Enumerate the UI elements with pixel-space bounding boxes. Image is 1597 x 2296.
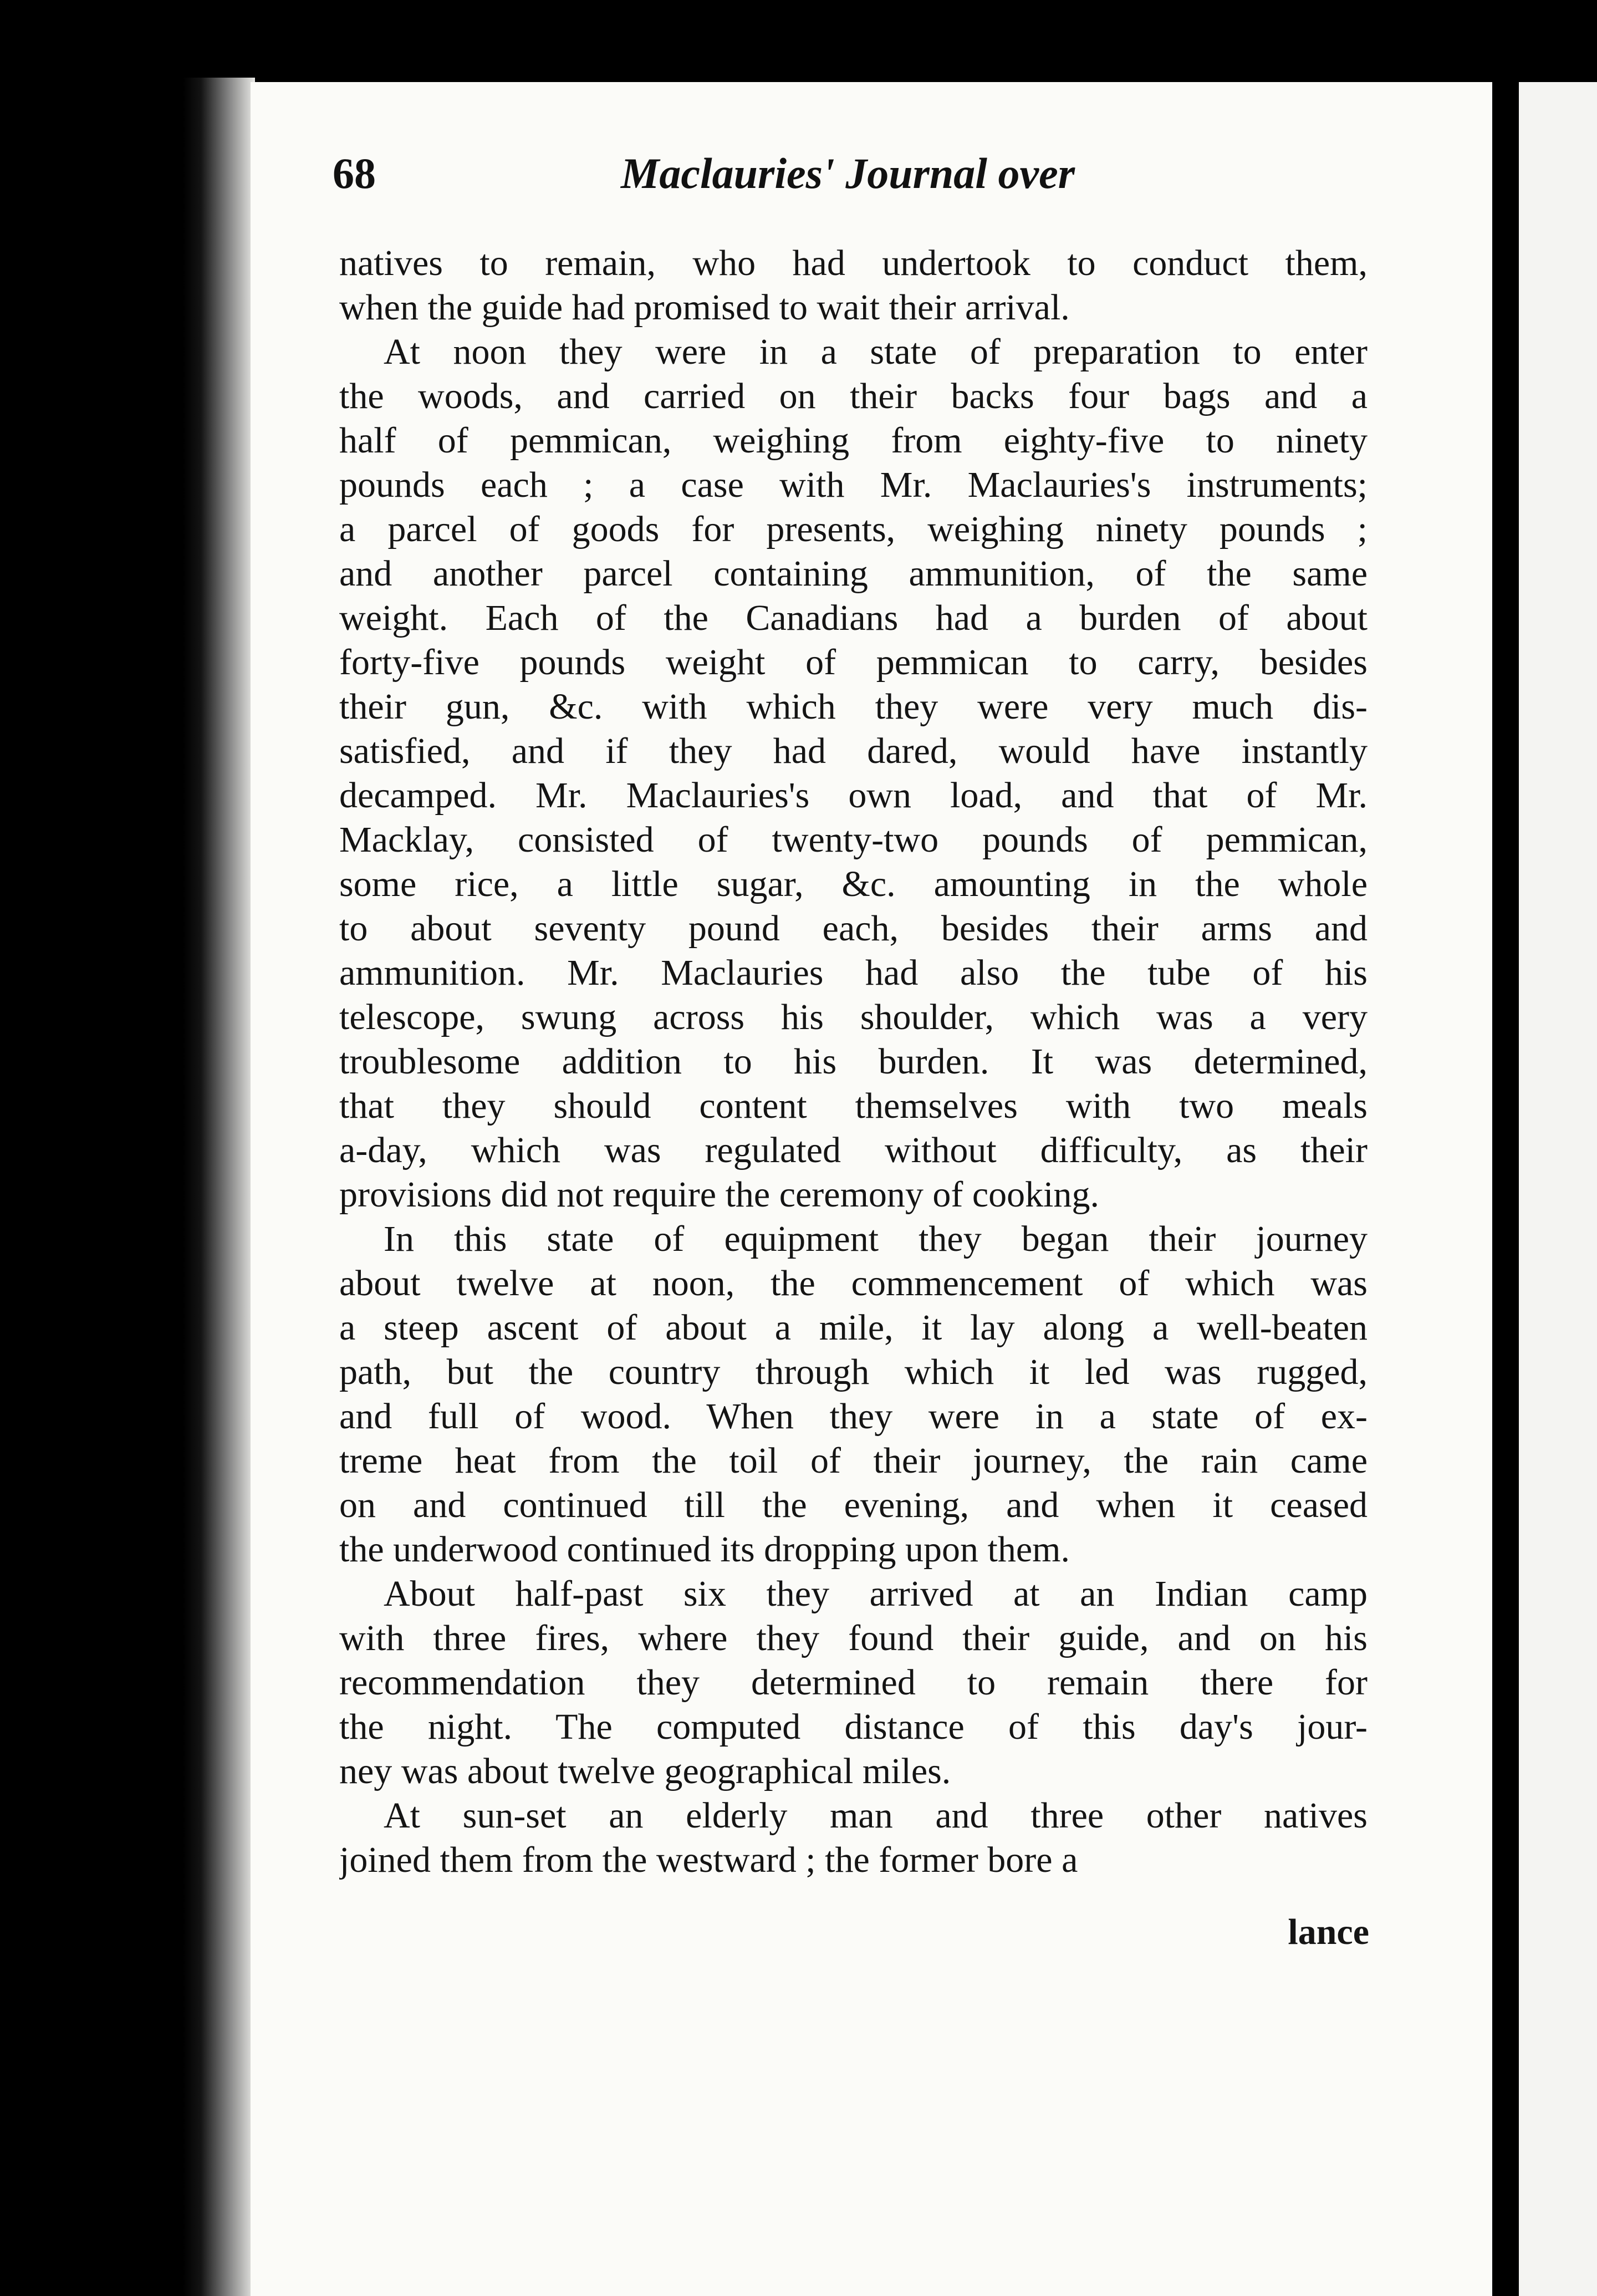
text-line: joined them from the westward ; the former bore a (339, 1840, 1078, 1880)
page-edge-shadow (1492, 82, 1519, 2296)
text-line: satisfied, and if they had dared, would have instantly (339, 731, 1368, 771)
catchword: lance (1288, 1912, 1369, 1952)
paragraph (339, 241, 1368, 330)
text-line: that they should content themselves with two meals (339, 1086, 1368, 1126)
text-line: to about seventy pound each, besides their arms and (339, 908, 1368, 949)
text-line: half of pemmican, weighing from eighty-five to ninety (339, 420, 1368, 461)
paragraph (339, 1217, 1368, 1572)
text-line: a-day, which was regulated without difficulty, as their (339, 1130, 1368, 1170)
text-line: some rice, a little sugar, &c. amounting in the whole (339, 864, 1368, 904)
text-line: the underwood continued its dropping upon them. (339, 1529, 1070, 1570)
text-line: and another parcel containing ammunition, of the same (339, 553, 1368, 594)
text-line: a steep ascent of about a mile, it lay along a well-beaten (339, 1307, 1368, 1348)
text-line: At sun-set an elderly man and three other natives (384, 1795, 1368, 1836)
text-line: their gun, &c. with which they were very much dis- (339, 686, 1368, 727)
text-line: ney was about twelve geographical miles. (339, 1751, 951, 1791)
text-line: pounds each ; a case with Mr. Maclauries's instruments; (339, 465, 1368, 505)
text-line: In this state of equipment they began their journey (384, 1219, 1368, 1259)
text-line: About half-past six they arrived at an Indian camp (384, 1574, 1368, 1614)
text-line: Macklay, consisted of twenty-two pounds of pemmican, (339, 819, 1368, 860)
text-line: telescope, swung across his shoulder, which was a very (339, 997, 1368, 1037)
text-line: weight. Each of the Canadians had a burden of about (339, 598, 1368, 638)
text-line: natives to remain, who had undertook to conduct them, (339, 243, 1368, 283)
text-line: forty-five pounds weight of pemmican to carry, besides (339, 642, 1368, 683)
text-line: and full of wood. When they were in a state of ex- (339, 1396, 1368, 1437)
text-line: a parcel of goods for presents, weighing ninety pounds ; (339, 509, 1368, 549)
page-header (333, 143, 1175, 210)
text-line: the night. The computed distance of this day's jour- (339, 1707, 1368, 1747)
running-head: Maclauries' Journal over (621, 149, 1075, 197)
text-line: about twelve at noon, the commencement of which was (339, 1263, 1368, 1304)
body-text (339, 241, 1368, 1882)
text-line: with three fires, where they found their guide, and on his (339, 1618, 1368, 1658)
binding-shadow (183, 78, 255, 2296)
text-line: recommendation they determined to remain there for (339, 1662, 1368, 1703)
text-line: ammunition. Mr. Maclauries had also the tube of his (339, 953, 1368, 993)
text-line: on and continued till the evening, and when it ceased (339, 1485, 1368, 1525)
text-line: troublesome addition to his burden. It was determined, (339, 1041, 1368, 1082)
text-line: the woods, and carried on their backs four bags and a (339, 376, 1368, 416)
page-number: 68 (333, 149, 376, 197)
text-line: At noon they were in a state of preparation to enter (384, 332, 1368, 372)
text-line: treme heat from the toil of their journey, the rain came (339, 1440, 1368, 1481)
paragraph (339, 1794, 1368, 1882)
paragraph (339, 1572, 1368, 1794)
text-line: provisions did not require the ceremony of cooking. (339, 1174, 1100, 1215)
paragraph (339, 330, 1368, 1217)
text-line: when the guide had promised to wait their arrival. (339, 287, 1070, 328)
text-line: path, but the country through which it led was rugged, (339, 1352, 1368, 1392)
next-page-strip (1519, 82, 1597, 2296)
text-line: decamped. Mr. Maclauries's own load, and that of Mr. (339, 775, 1368, 816)
